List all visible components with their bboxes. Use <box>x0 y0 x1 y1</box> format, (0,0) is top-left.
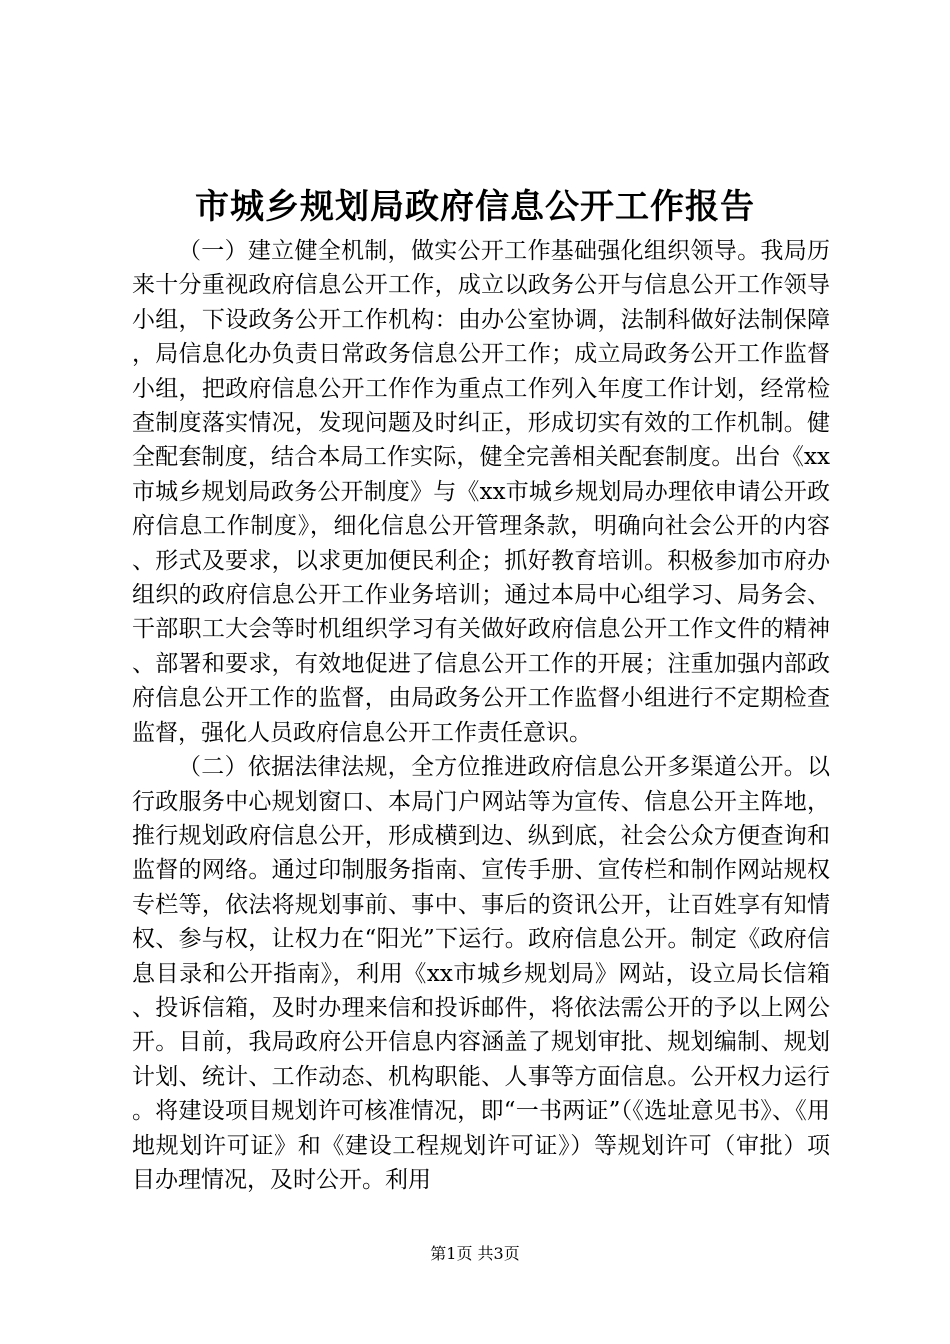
page-footer: 第1页 共3页 <box>430 1244 520 1263</box>
document-title: 市城乡规划局政府信息公开工作报告 <box>195 187 755 227</box>
paragraph-1: （一）建立健全机制，做实公开工作基础强化组织领导。我局历来十分重视政府信息公开工作，成立以政务公开与信息公开工作领导小组，下设政务公开工作机构：由办公室协调，法制科做好法制保障，局信息化办负责日常政务信息公开工作；成立局政务公开工作监督小组，把政府信息公开工作作为重点工作列入年度工作计划，经常检查制度落实情况，发现问题及时纠正，形成切实有效的工作机制。健全配套制度，结合本局工作实际，健全完善相关配套制度。出台《xx市城乡规划局政务公开制度》与《xx市城乡规划局办理依申请公开政府信息工作制度》，细化信息公开管理条款，明确向社会公开的内容、形式及要求，以求更加便民利企；抓好教育培训。积极参加市府办组织的政府信息公开工作业务培训；通过本局中心组学习、局务会、干部职工大会等时机组织学习有关做好政府信息公开工作文件的精神、部署和要求，有效地促进了信息公开工作的开展；注重加强内部政府信息公开工作的监督，由局政务公开工作监督小组进行不定期检查监督，强化人员政府信息公开工作责任意识。 <box>132 238 830 746</box>
paragraph-2: （二）依据法律法规，全方位推进政府信息公开多渠道公开。以行政服务中心规划窗口、本局门户网站等为宣传、信息公开主阵地，推行规划政府信息公开，形成横到边、纵到底，社会公众方便查询和监督的网络。通过印制服务指南、宣传手册、宣传栏和制作网站规权专栏等，依法将规划事前、事中、事后的资讯公开，让百姓享有知情权、参与权，让权力在“阳光”下运行。政府信息公开。制定《政府信息目录和公开指南》，利用《xx市城乡规划局》网站，设立局长信箱、投诉信箱，及时办理来信和投诉邮件，将依法需公开的予以上网公开。目前，我局政府公开信息内容涵盖了规划审批、规划编制、规划计划、统计、工作动态、机构职能、人事等方面信息。公开权力运行。将建设项目规划许可核准情况，即“一书两证”（《选址意见书》、《用地规划许可证》和《建设工程规划许可证》）等规划许可（审批）项目办理情况，及时公开。利用 <box>132 754 830 1193</box>
document-body <box>132 234 830 1197</box>
